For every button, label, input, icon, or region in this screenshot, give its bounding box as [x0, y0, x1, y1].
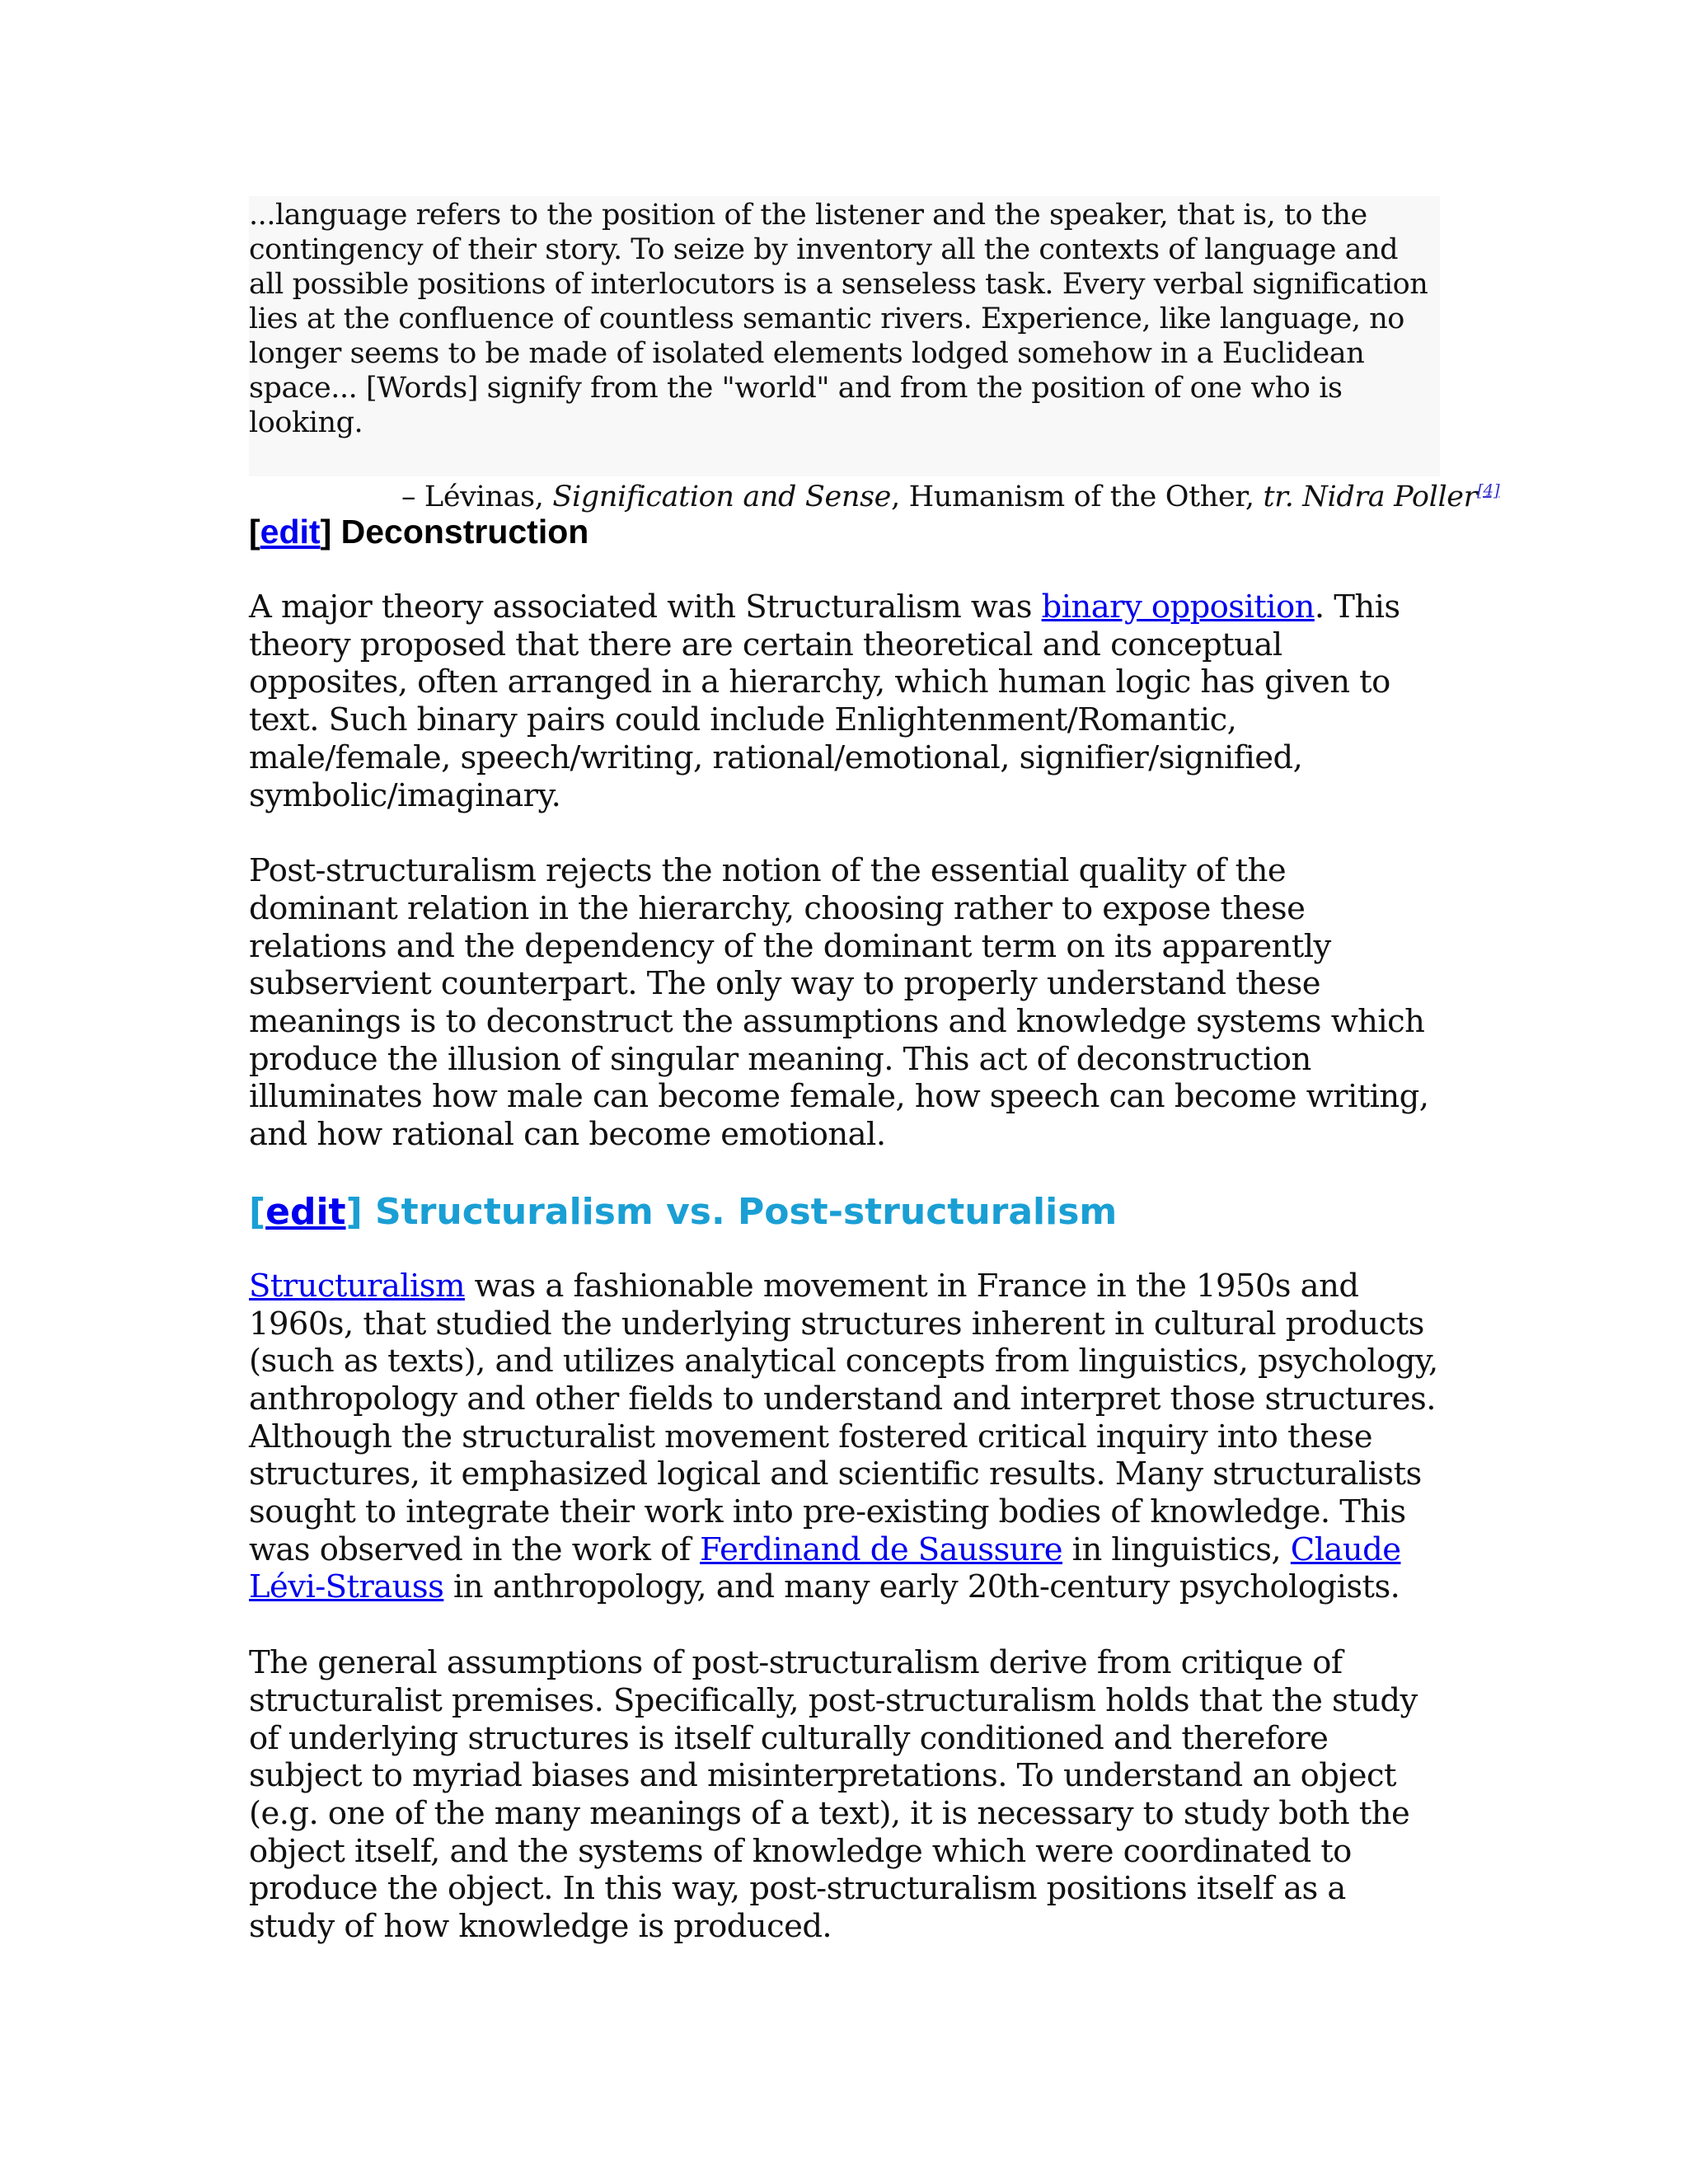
- paragraph-text: was a fashionable movement in France in the 1950s and 1960s, that studied the underlying structures inherent in cultural products (such as texts), and utilizes analytical concepts from linguistics, psychology, anthropology and other fields to understand and interpret those structures. Although the structuralist movement fostered critical inquiry into these structures, it emphasized logical and scientific results. Many structuralists sought to integrate their work into pre-existing bodies of knowledge. This was observed in the work of: [249, 1267, 1438, 1568]
- attribution-prefix: – Lévinas,: [401, 480, 544, 513]
- edit-bracket-open: [: [249, 513, 260, 551]
- edit-link-deconstruction[interactable]: edit: [260, 513, 321, 551]
- heading-structuralism-vs-post: [249, 1190, 1440, 1235]
- levi-strauss-link[interactable]: Claude Lévi-Strauss: [249, 1530, 1401, 1606]
- paragraph-text: . This theory proposed that there are certain theoretical and conceptual opposites, often arranged in a hierarchy, which human logic has given to text. Such binary pairs could include Enlightenment/Romantic, male/female, speech/writing, rational/emotional, signifier/signified, symbolic/imaginary.: [249, 588, 1400, 814]
- blockquote: [249, 196, 1500, 513]
- book-title: , Humanism of the Other,: [891, 480, 1254, 513]
- edit-link-structuralism[interactable]: edit: [265, 1190, 346, 1233]
- paragraph-structuralism: [249, 1268, 1440, 1606]
- paragraph-general-assumptions: The general assumptions of post-structuralism derive from critique of structuralist premises. Specifically, post-structuralism holds that the study of underlying structures is itself culturally conditioned and therefore subject to myriad biases and misinterpretations. To understand an object (e.g. one of the many meanings of a text), it is necessary to study both the object itself, and the systems of knowledge which were coordinated to produce the object. In this way, post-structuralism positions itself as a study of how knowledge is produced.: [249, 1644, 1418, 1946]
- quote-attribution: [401, 480, 1500, 514]
- edit-bracket-close: ]: [320, 513, 332, 551]
- binary-opposition-link[interactable]: binary opposition: [1041, 588, 1315, 626]
- heading-title-deconstruction: Deconstruction: [331, 513, 589, 551]
- reference-link[interactable]: [4]: [1477, 480, 1500, 500]
- saussure-link[interactable]: Ferdinand de Saussure: [700, 1530, 1063, 1568]
- paragraph-post-structuralism-rejects: Post-structuralism rejects the notion of the essential quality of the dominant relation in the hierarchy, choosing rather to expose these relations and the dependency of the dominant term on its apparently subservient counterpart. The only way to properly understand these meanings is to deconstruct the assumptions and knowledge systems which produce the illusion of singular meaning. This act of deconstruction illuminates how male can become female, how speech can become writing, and how rational can become emotional.: [249, 852, 1429, 1154]
- structuralism-link[interactable]: Structuralism: [249, 1267, 465, 1305]
- paragraph-text: in anthropology, and many early 20th-century psychologists.: [443, 1568, 1400, 1606]
- paragraph-text: A major theory associated with Structuralism was: [249, 588, 1042, 626]
- work-title: Signification and Sense: [552, 480, 892, 513]
- paragraph-text: in linguistics,: [1062, 1530, 1291, 1568]
- heading-title-structuralism: Structuralism vs. Post-structuralism: [362, 1190, 1118, 1233]
- quote-text: ...language refers to the position of the listener and the speaker, that is, to the contingency of their story. To seize by inventory all the contexts of language and all possible positions of interlocutors is a senseless task. Every verbal signification lies at the confluence of countless semantic rivers. Experience, like language, no longer seems to be made of isolated elements lodged somehow in a Euclidean space... [Words] signify from the "world" and from the position of one who is looking.: [249, 199, 1428, 439]
- edit-bracket-close: ]: [345, 1190, 363, 1233]
- edit-bracket-open: [: [249, 1190, 266, 1233]
- paragraph-binary-opposition: [249, 588, 1440, 814]
- heading-deconstruction: [249, 511, 1440, 552]
- article-content: [249, 196, 1500, 1946]
- translator: tr. Nidra Poller: [1263, 480, 1478, 513]
